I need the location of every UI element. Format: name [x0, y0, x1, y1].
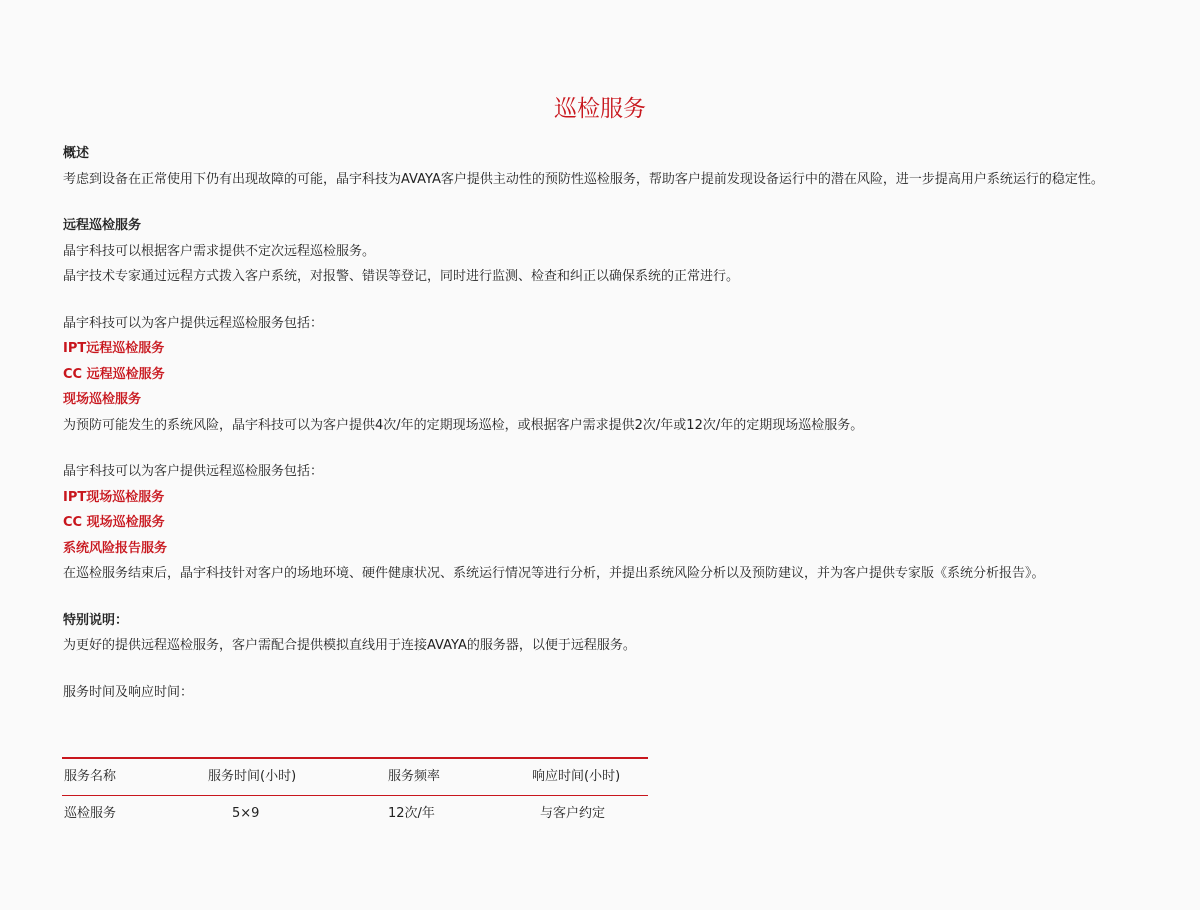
- table-cell: 5×9: [232, 806, 260, 821]
- spacer: [63, 438, 1143, 459]
- section3-desc: 在巡检服务结束后，晶宇科技针对客户的场地环境、硬件健康状况、系统运行情况等进行分析，并提出系统风险分析以及预防建议，并为客户提供专家版《系统分析报告》。: [63, 566, 1045, 581]
- remote-line-2: 晶宇技术专家通过远程方式拨入客户系统，对报警、错误等登记，同时进行监测、检查和纠正以确保系统的正常进行。: [63, 269, 740, 284]
- service-item-risk-report: 系统风险报告服务: [63, 540, 168, 556]
- table-caption: 服务时间及响应时间：: [63, 684, 194, 700]
- service-item-ipt-onsite: IPT现场巡检服务: [63, 489, 165, 505]
- page-title: 巡检服务: [554, 96, 646, 122]
- spacer: [63, 659, 1143, 680]
- section2-intro: 晶宇科技可以为客户提供远程巡检服务包括：: [63, 315, 324, 331]
- service-item-ipt-remote: IPT远程巡检服务: [63, 341, 165, 356]
- overview-text: 考虑到设备在正常使用下仍有出现故障的可能，晶宇科技为AVAYA客户提供主动性的预防性巡检服务，帮助客户提前发现设备运行中的潜在风险，进一步提高用户系统运行的稳定性。: [63, 171, 1104, 187]
- service-table: [62, 757, 648, 832]
- table-header-cell: 响应时间(小时): [532, 769, 621, 784]
- service-item-cc-onsite: CC 现场巡检服务: [63, 515, 165, 530]
- main-content: [63, 141, 1143, 705]
- service-item-cc-remote: CC 远程巡检服务: [63, 366, 165, 382]
- spacer: [63, 290, 1143, 311]
- table-cell: 12次/年: [388, 806, 435, 821]
- table-header-cell: 服务时间(小时): [208, 769, 297, 784]
- table-header-cell: 服务名称: [64, 769, 117, 784]
- section2-desc: 为预防可能发生的系统风险，晶宇科技可以为客户提供4次/年的定期现场巡检，或根据客户需求提供2次/年或12次/年的定期现场巡检服务。: [63, 417, 864, 433]
- table-header-row: [62, 759, 648, 795]
- note-heading: 特别说明：: [63, 612, 129, 628]
- table-cell: 巡检服务: [64, 806, 117, 821]
- note-text: 为更好的提供远程巡检服务，客户需配合提供模拟直线用于连接AVAYA的服务器，以便于远程服务。: [63, 638, 636, 653]
- table-row: [62, 796, 648, 832]
- table-cell: 与客户约定: [540, 806, 606, 821]
- remote-line-1: 晶宇科技可以根据客户需求提供不定次远程巡检服务。: [63, 243, 376, 259]
- section3-intro: 晶宇科技可以为客户提供远程巡检服务包括：: [63, 464, 324, 479]
- service-item-onsite: 现场巡检服务: [63, 392, 142, 407]
- table-header-cell: 服务频率: [388, 769, 441, 784]
- spacer: [63, 587, 1143, 608]
- spacer: [63, 192, 1143, 213]
- overview-heading: 概述: [63, 146, 90, 161]
- remote-heading: 远程巡检服务: [63, 218, 142, 233]
